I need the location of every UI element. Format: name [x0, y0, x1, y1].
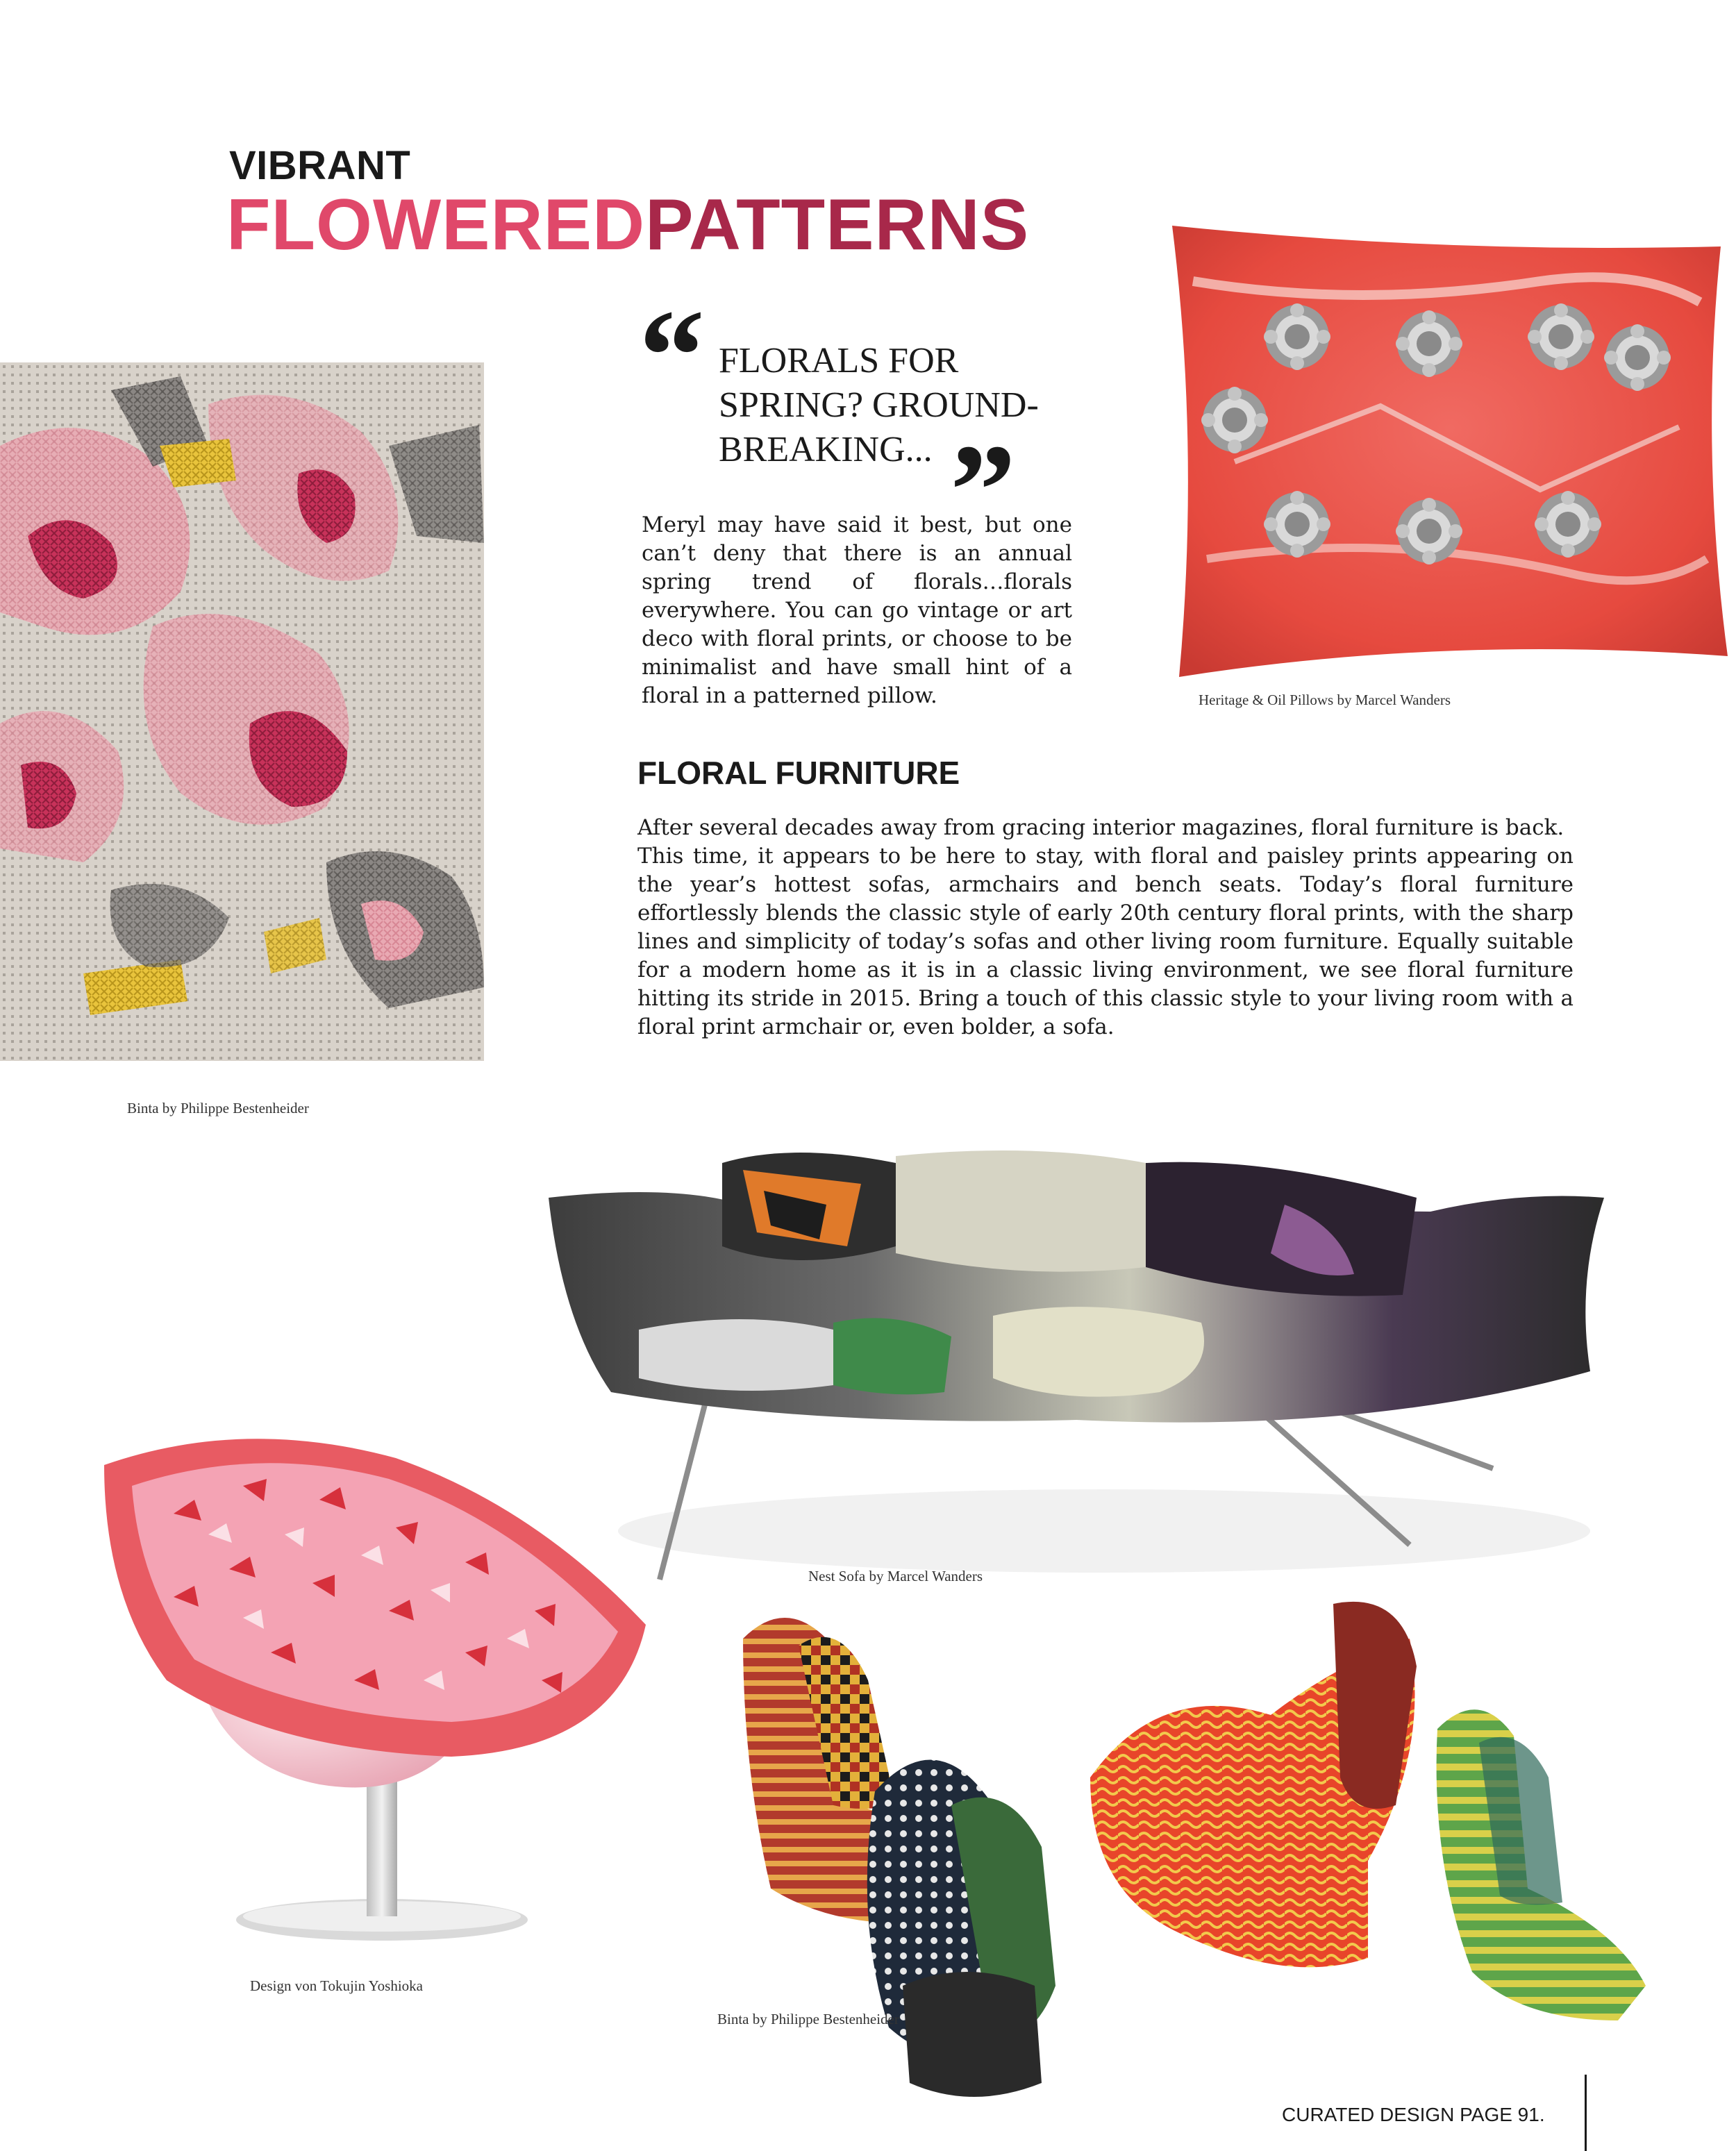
pillow-image: [1151, 198, 1736, 691]
page-title: [226, 185, 1030, 265]
caption-rug: Binta by Philippe Bestenheider: [127, 1100, 309, 1116]
rug-image: [0, 362, 484, 1061]
open-quote-mark: “: [639, 283, 705, 429]
sofa-image: [535, 1142, 1611, 1593]
close-quote-mark: ”: [950, 418, 1016, 564]
footer-rule: [1585, 2075, 1587, 2151]
binta-chairs-image: [743, 1597, 1736, 2111]
section-heading: FLORAL FURNITURE: [637, 755, 960, 791]
caption-sofa: Nest Sofa by Marcel Wanders: [808, 1568, 983, 1584]
section-lead: After several decades away from gracing interior magazines, floral furniture is back.: [637, 815, 1564, 840]
flower-chair-image: [90, 1389, 646, 1944]
title-part-flowered: FLOWERED: [226, 185, 646, 265]
title-part-patterns: PATTERNS: [645, 185, 1030, 265]
caption-flower-chair: Design von Tokujin Yoshioka: [250, 1977, 424, 1994]
intro-paragraph: Meryl may have said it best, but one can’t deny that there is an annual spring trend of florals…florals everywhere. You can go vintage or art deco with floral prints, or choose to be minimalist and have small hint of a floral in a patterned pillow.: [642, 512, 1072, 708]
caption-pillow: Heritage & Oil Pillows by Marcel Wanders: [1199, 692, 1451, 708]
kicker: VIBRANT: [229, 143, 411, 188]
section-paragraph: This time, it appears to be here to stay, with floral and paisley prints appearing on the year’s hottest sofas, armchairs and bench seats. Today’s floral furniture effortlessly blends the classic style of early 20th century floral prints, with the sharp lines and simplicity of today’s sofas and other living room furniture. Equally suitable for a modern home as it is in a classic living environment, we see floral furniture hitting its stride in 2015. Bring a touch of this classic style to your living room with a floral print armchair or, even bolder, a sofa.: [637, 844, 1574, 1039]
caption-binta-chairs: Binta by Philippe Bestenheider: [717, 2011, 899, 2027]
section-body: [637, 814, 1574, 1041]
pull-quote: FLORALS FOR SPRING? GROUND-BREAKING...: [719, 341, 1039, 469]
page-footer: CURATED DESIGN PAGE 91.: [1282, 2104, 1545, 2125]
